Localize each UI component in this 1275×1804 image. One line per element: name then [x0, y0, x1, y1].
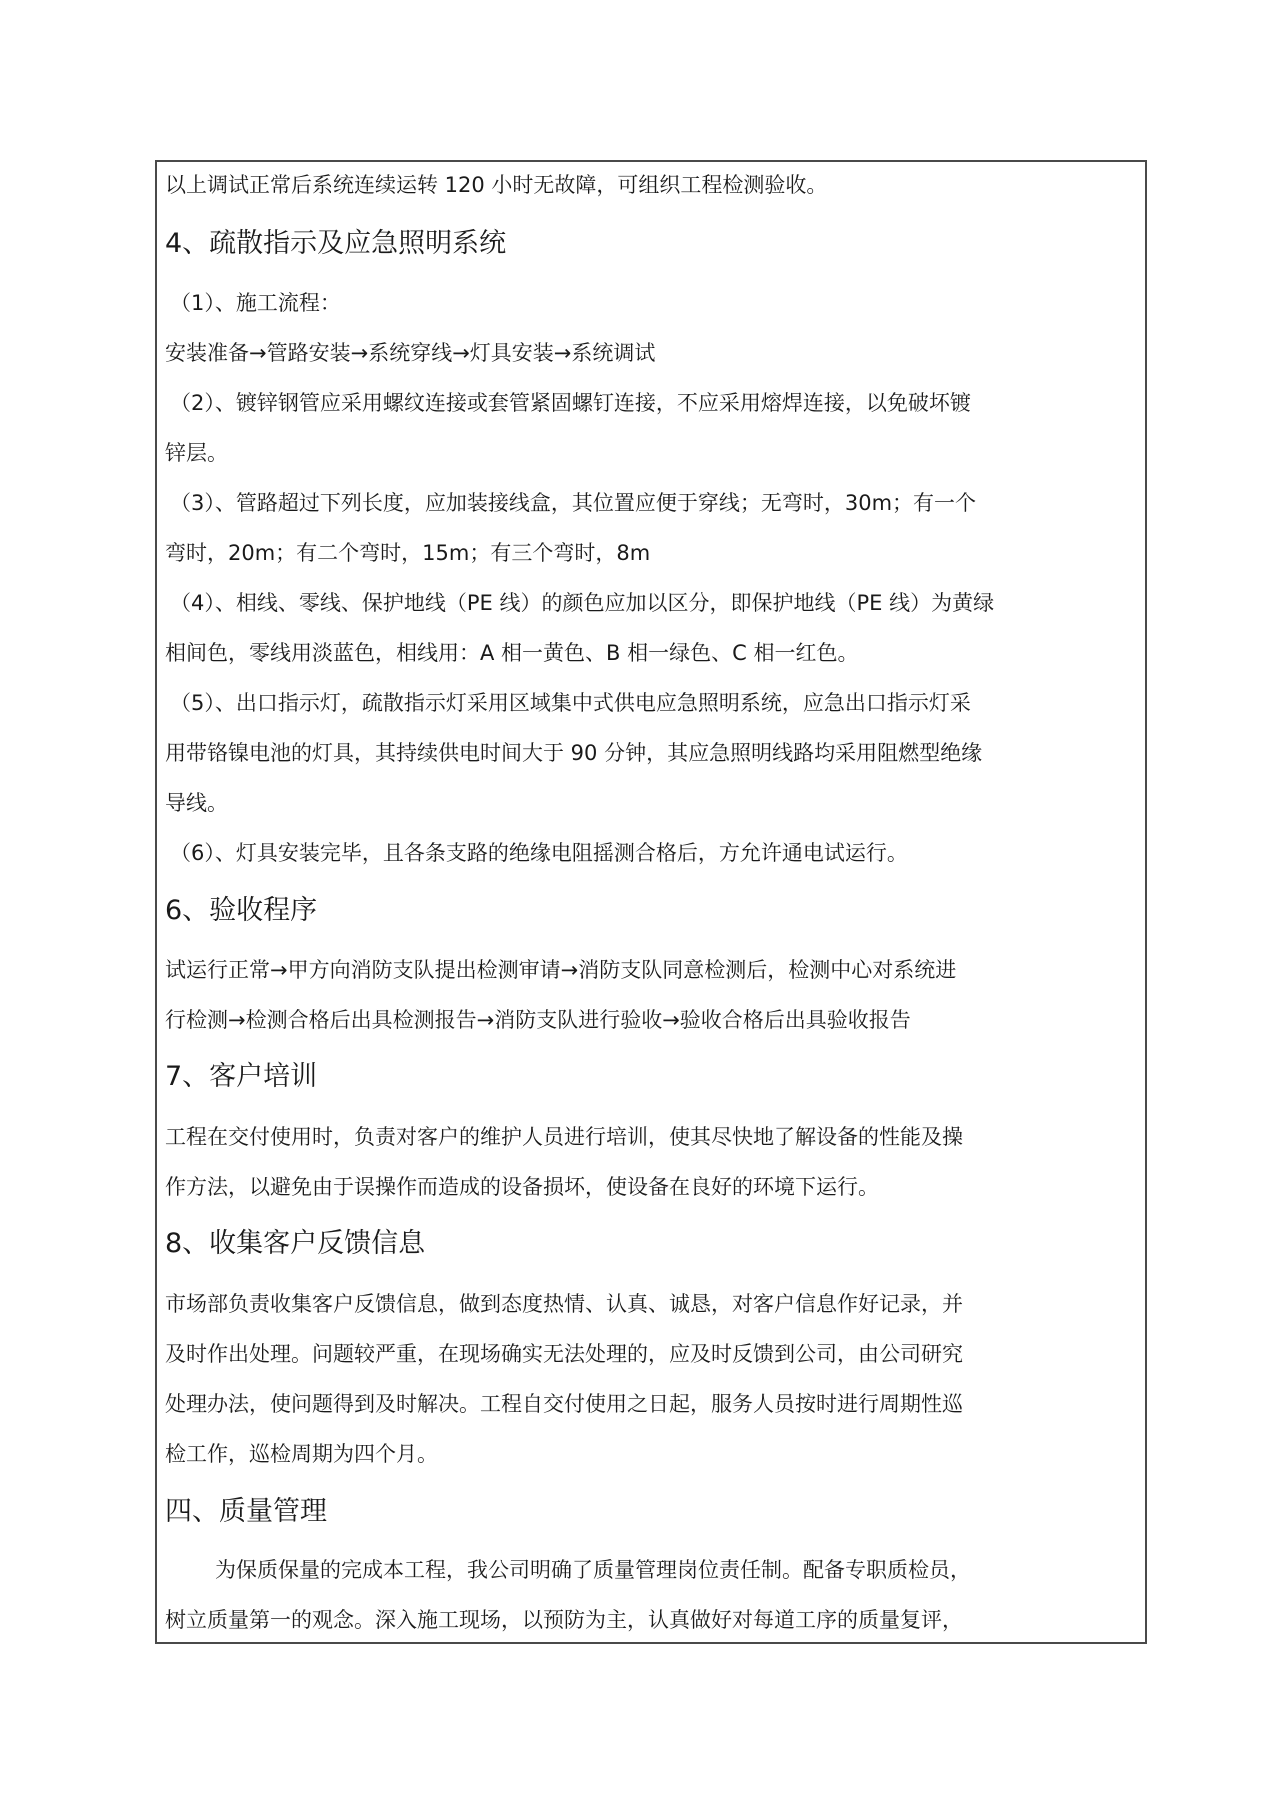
- section-heading: 6、验收程序: [165, 895, 318, 926]
- text-line: 锌层。: [165, 441, 228, 465]
- text-line: 相间色，零线用淡蓝色，相线用：A 相一黄色、B 相一绿色、C 相一红色。: [165, 641, 859, 665]
- text-line: 工程在交付使用时，负责对客户的维护人员进行培训，使其尽快地了解设备的性能及操: [165, 1125, 963, 1149]
- text-line: 导线。: [165, 791, 228, 815]
- text-line: 弯时，20m；有二个弯时，15m；有三个弯时，8m: [165, 541, 651, 565]
- text-line: （2）、镀锌钢管应采用螺纹连接或套管紧固螺钉连接，不应采用熔焊连接，以免破坏镀: [170, 391, 971, 415]
- text-line: 市场部负责收集客户反馈信息，做到态度热情、认真、诚恳，对客户信息作好记录，并: [165, 1292, 963, 1316]
- text-line: （6）、灯具安装完毕，且各条支路的绝缘电阻摇测合格后，方允许通电试运行。: [170, 841, 908, 865]
- section-heading: 7、客户培训: [165, 1061, 318, 1092]
- text-line: 以上调试正常后系统连续运转 120 小时无故障，可组织工程检测验收。: [165, 173, 828, 197]
- text-line: （3）、管路超过下列长度，应加装接线盒，其位置应便于穿线；无弯时，30m；有一个: [170, 491, 977, 515]
- section-heading: 四、质量管理: [165, 1496, 327, 1527]
- text-line: 行检测→检测合格后出具检测报告→消防支队进行验收→验收合格后出具验收报告: [165, 1008, 911, 1032]
- text-line: 为保质保量的完成本工程，我公司明确了质量管理岗位责任制。配备专职质检员，: [215, 1558, 971, 1582]
- text-line: 树立质量第一的观念。深入施工现场，以预防为主，认真做好对每道工序的质量复评，: [165, 1608, 963, 1632]
- text-line: 用带铬镍电池的灯具，其持续供电时间大于 90 分钟，其应急照明线路均采用阻燃型绝缘: [165, 741, 983, 765]
- text-line: 处理办法，使问题得到及时解决。工程自交付使用之日起，服务人员按时进行周期性巡: [165, 1392, 963, 1416]
- text-line: 试运行正常→甲方向消防支队提出检测审请→消防支队同意检测后，检测中心对系统进: [165, 958, 957, 982]
- text-line: 检工作，巡检周期为四个月。: [165, 1442, 438, 1466]
- text-line: 作方法，以避免由于误操作而造成的设备损坏，使设备在良好的环境下运行。: [165, 1175, 879, 1199]
- text-line: （5）、出口指示灯，疏散指示灯采用区域集中式供电应急照明系统，应急出口指示灯采: [170, 691, 971, 715]
- text-line: （4）、相线、零线、保护地线（PE 线）的颜色应加以区分，即保护地线（PE 线）为黄绿: [170, 591, 995, 615]
- section-heading: 8、收集客户反馈信息: [165, 1228, 426, 1259]
- text-line: （1）、施工流程：: [170, 291, 341, 315]
- section-heading: 4、疏散指示及应急照明系统: [165, 228, 507, 259]
- text-line: 安装准备→管路安装→系统穿线→灯具安装→系统调试: [165, 341, 656, 365]
- text-line: 及时作出处理。问题较严重，在现场确实无法处理的，应及时反馈到公司，由公司研究: [165, 1342, 963, 1366]
